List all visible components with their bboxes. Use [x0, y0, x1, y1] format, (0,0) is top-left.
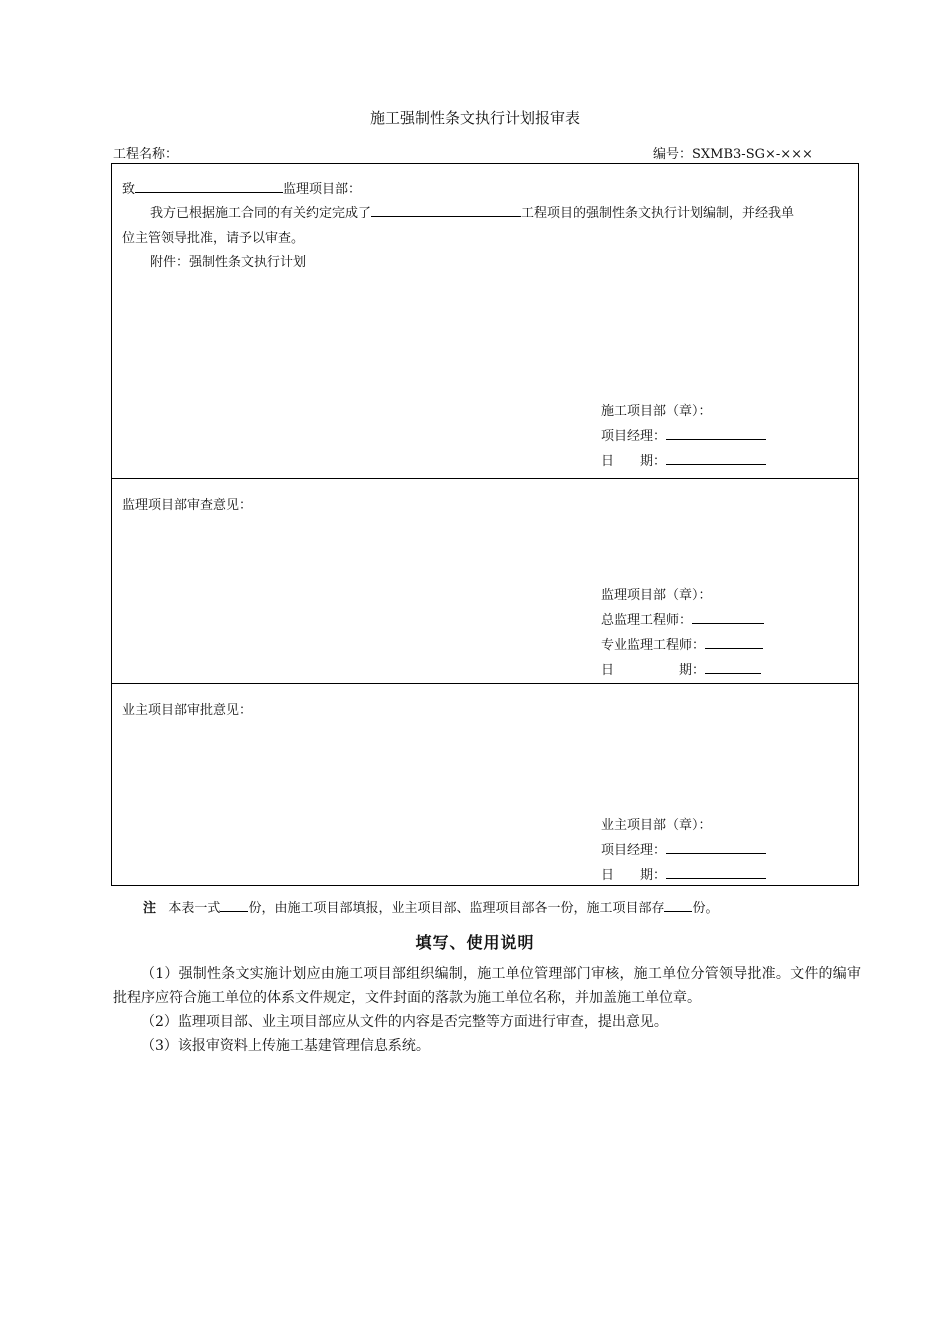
note-label: 注 — [143, 901, 157, 916]
body-line-1-suffix: 工程项目的强制性条文执行计划编制，并经我单 — [521, 206, 795, 221]
form-note — [143, 897, 718, 916]
supervisor-name-blank[interactable] — [135, 180, 283, 193]
owner-manager-label: 项目经理： — [601, 843, 667, 858]
instructions-body — [113, 962, 861, 1058]
supervision-date-label: 日 期： — [601, 663, 706, 678]
instruction-item: （2）监理项目部、业主项目部应从文件的内容是否完整等方面进行审查，提出意见。 — [141, 1014, 668, 1030]
supervision-opinion-heading: 监理项目部审查意见： — [122, 498, 253, 513]
construction-manager-line — [601, 425, 766, 444]
addressee-prefix: 致 — [122, 182, 136, 197]
body-line-1-prefix: 我方已根据施工合同的有关约定完成了 — [150, 206, 372, 221]
form-title: 施工强制性条文执行计划报审表 — [369, 109, 580, 127]
body-line-1 — [150, 202, 794, 221]
chief-supervisor-label: 总监理工程师： — [601, 613, 693, 628]
note-text-2: 份，由施工项目部填报，业主项目部、监理项目部各一份，施工项目部存 — [248, 901, 665, 916]
instruction-item: （1）强制性条文实施计划应由施工项目部组织编制，施工单位管理部门审核，施工单位分管领导批准。文件的编审批程序应符合施工单位的体系文件规定，文件封面的落款为施工单位名称，并加盖施工单位章。 — [113, 966, 861, 1006]
owner-opinion-heading: 业主项目部审批意见： — [122, 703, 253, 718]
project-name-blank[interactable] — [371, 204, 521, 217]
copies-blank[interactable] — [220, 899, 248, 912]
form-table — [111, 163, 859, 886]
addressee-suffix: 监理项目部： — [283, 182, 362, 197]
construction-manager-label: 项目经理： — [601, 429, 667, 444]
attachment-line: 附件：强制性条文执行计划 — [150, 255, 307, 270]
construction-dept-seal: 施工项目部（章）： — [601, 404, 712, 419]
chief-supervisor-blank[interactable] — [692, 611, 764, 624]
body-line-2: 位主管领导批准，请予以审查。 — [122, 231, 305, 246]
retained-copies-blank[interactable] — [664, 899, 692, 912]
instructions-title: 填写、使用说明 — [415, 933, 535, 952]
specialist-supervisor-label: 专业监理工程师： — [601, 638, 706, 653]
owner-date-blank[interactable] — [666, 866, 766, 879]
owner-manager-line — [601, 839, 766, 858]
owner-manager-blank[interactable] — [666, 841, 766, 854]
instruction-item: （3）该报审资料上传施工基建管理信息系统。 — [141, 1038, 430, 1054]
section-divider-2 — [112, 683, 858, 684]
note-text-3: 份。 — [692, 901, 719, 916]
construction-date-blank[interactable] — [666, 452, 766, 465]
construction-manager-blank[interactable] — [666, 427, 766, 440]
supervision-date-line — [601, 659, 761, 678]
construction-date-line — [601, 450, 766, 469]
specialist-supervisor-blank[interactable] — [705, 636, 763, 649]
owner-date-label: 日 期： — [601, 868, 667, 883]
chief-supervisor-line — [601, 609, 764, 628]
section-divider-1 — [112, 478, 858, 479]
supervision-date-blank[interactable] — [705, 661, 761, 674]
construction-date-label: 日 期： — [601, 454, 667, 469]
project-name-label: 工程名称： — [113, 147, 179, 162]
owner-dept-seal: 业主项目部（章）： — [601, 818, 712, 833]
note-text-1: 本表一式 — [168, 901, 221, 916]
form-code: 编号：SXMB3-SG×-××× — [653, 147, 813, 162]
supervision-dept-seal: 监理项目部（章）： — [601, 588, 712, 603]
specialist-supervisor-line — [601, 634, 763, 653]
addressee-line — [122, 178, 361, 197]
owner-date-line — [601, 864, 766, 883]
